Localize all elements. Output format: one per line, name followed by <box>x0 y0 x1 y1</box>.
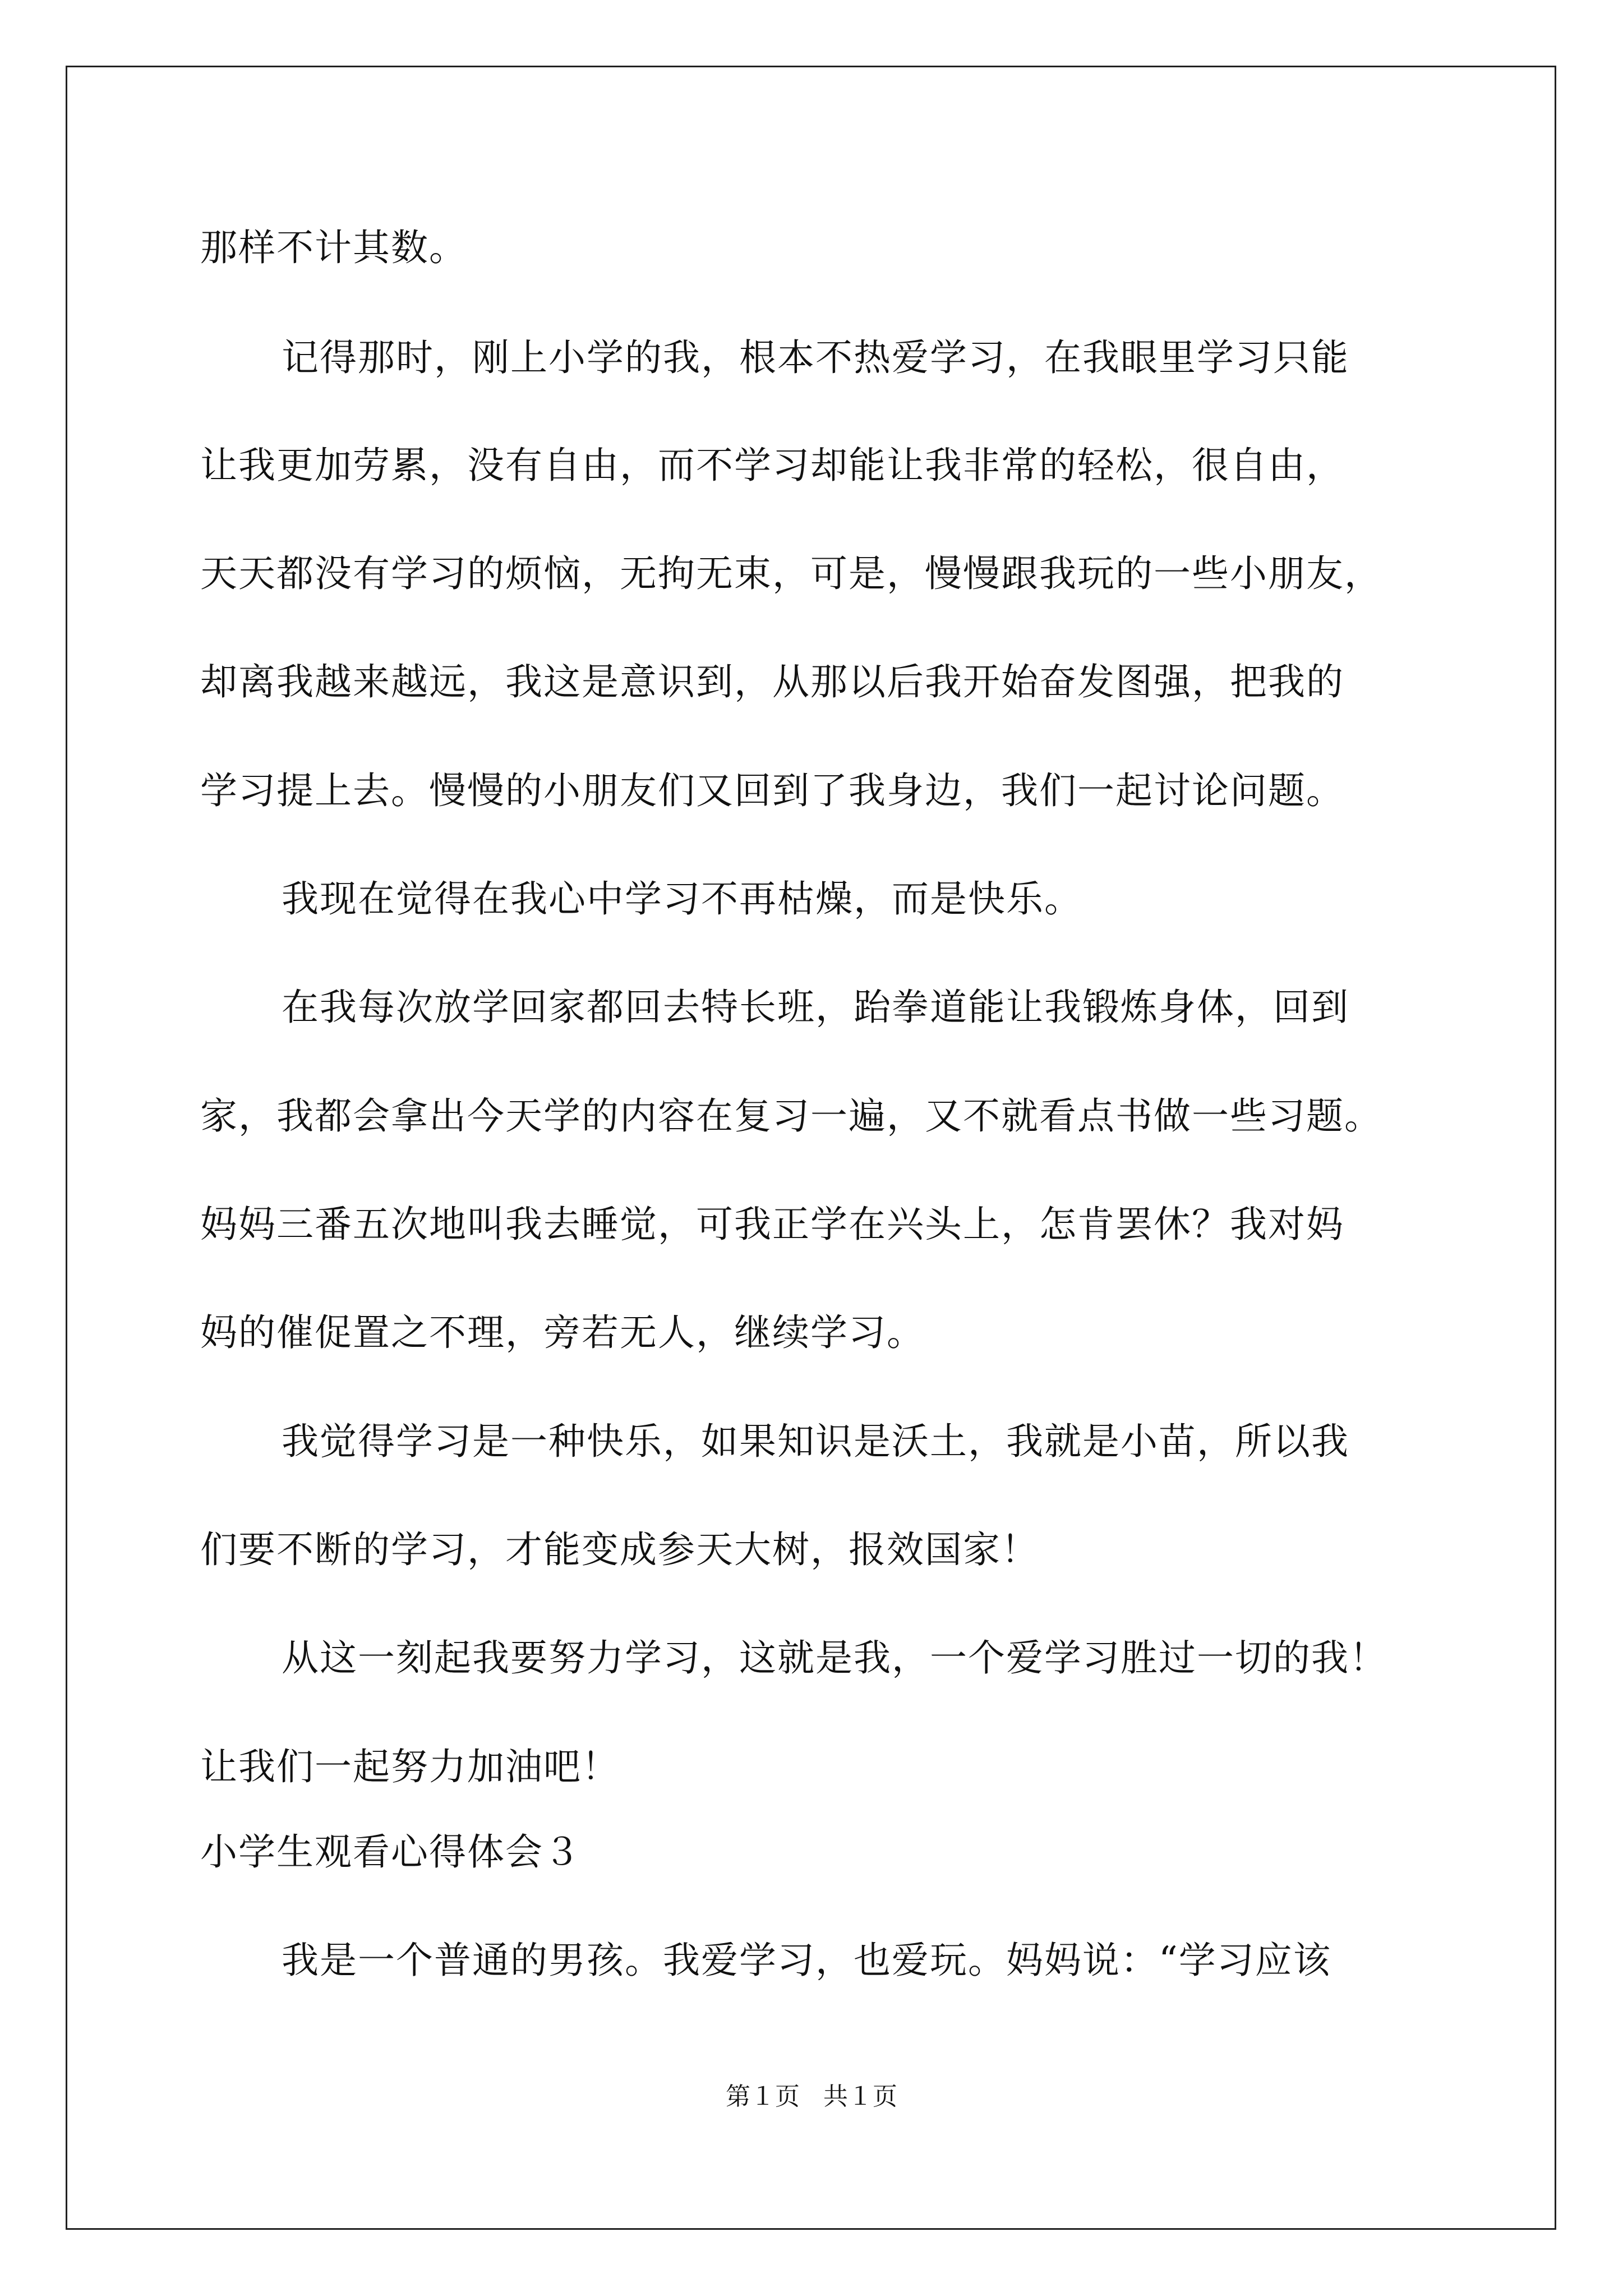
text-line-2: 记得那时，刚上小学的我，根本不热爱学习，在我眼里学习只能 <box>282 336 1349 379</box>
page-footer <box>0 2081 1623 2113</box>
text-line-3: 让我更加劳累，没有自由，而不学习却能让我非常的轻松，很自由， <box>200 444 1344 487</box>
text-line-10: 妈妈三番五次地叫我去睡觉，可我正学在兴头上，怎肯罢休？我对妈 <box>200 1203 1344 1246</box>
page-count: 共１页 <box>823 2082 897 2111</box>
text-line-17: 我是一个普通的男孩。我爱学习，也爱玩。妈妈说：“学习应该 <box>282 1939 1331 1982</box>
text-line-6: 学习提上去。慢慢的小朋友们又回到了我身边，我们一起讨论问题。 <box>200 769 1344 812</box>
page-number: 第１页 <box>726 2082 800 2111</box>
footer-gap <box>800 2082 823 2111</box>
text-line-11: 妈的催促置之不理，旁若无人，继续学习。 <box>200 1311 925 1354</box>
section-heading: 小学生观看心得体会３ <box>200 1830 582 1874</box>
text-line-14: 从这一刻起我要努力学习，这就是我，一个爱学习胜过一切的我！ <box>282 1636 1387 1680</box>
text-line-8: 在我每次放学回家都回去特长班，跆拳道能让我锻炼身体，回到 <box>282 986 1349 1029</box>
text-line-5: 却离我越来越远，我这是意识到，从那以后我开始奋发图强，把我的 <box>200 660 1344 703</box>
text-line-7: 我现在觉得在我心中学习不再枯燥，而是快乐。 <box>282 877 1082 921</box>
page-border <box>66 66 1556 2230</box>
text-line-13: 们要不断的学习，才能变成参天大树，报效国家！ <box>200 1528 1039 1571</box>
text-line-9: 家，我都会拿出今天学的内容在复习一遍，又不就看点书做一些习题。 <box>200 1094 1382 1138</box>
text-line-15: 让我们一起努力加油吧！ <box>200 1745 620 1788</box>
text-line-1: 那样不计其数。 <box>200 226 467 269</box>
text-line-4: 天天都没有学习的烦恼，无拘无束，可是，慢慢跟我玩的一些小朋友， <box>200 552 1382 595</box>
text-line-12: 我觉得学习是一种快乐，如果知识是沃土，我就是小苗，所以我 <box>282 1420 1349 1463</box>
